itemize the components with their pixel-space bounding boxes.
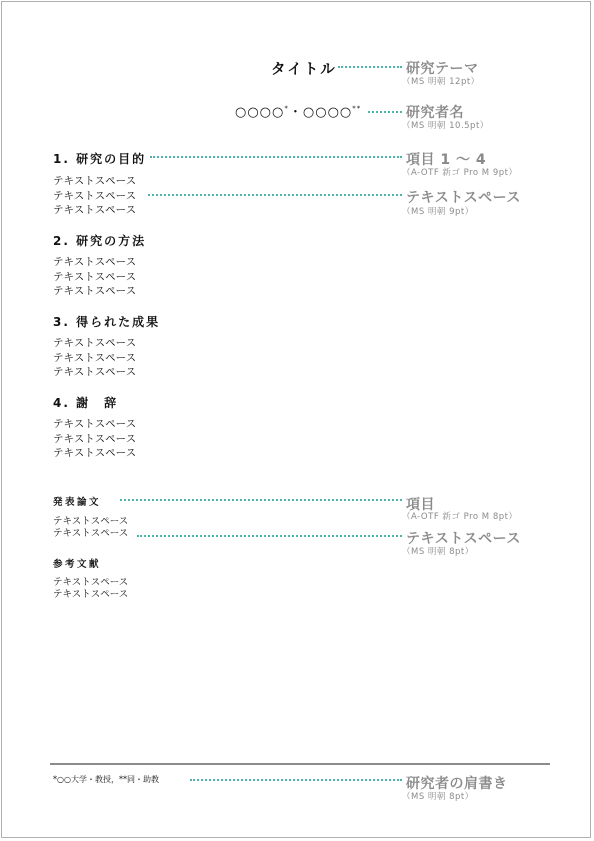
body-line: テキストスペース: [53, 204, 137, 216]
author-line: [235, 101, 361, 120]
note-pub-label: 項目: [406, 497, 435, 513]
body-line: テキストスペース: [53, 337, 137, 349]
note-text-spec: （MS 明朝 9pt）: [402, 207, 474, 217]
note-text-label: テキストスペース: [406, 190, 521, 206]
section-heading-2: 2. 研究の方法: [53, 234, 147, 248]
references-body: [53, 577, 128, 601]
body-line: テキストスペース: [53, 285, 137, 297]
leader-line-authors: [368, 111, 402, 113]
body-line: テキストスペース: [53, 351, 137, 364]
author-2-mark: **: [352, 104, 362, 113]
author-separator: ・: [288, 105, 303, 120]
section-body-4: [53, 417, 136, 461]
note-author-spec: （MS 明朝 10.5pt）: [402, 121, 489, 131]
author-2: ○○○○: [302, 105, 353, 120]
note-title-label: 研究テーマ: [406, 61, 479, 77]
note-author-label: 研究者名: [406, 105, 464, 121]
body-line: テキストスペース: [53, 432, 137, 445]
references-heading: 参考文献: [53, 559, 102, 570]
body-line: テキストスペース: [53, 528, 129, 539]
section-heading-4: 4. 謝 辞: [53, 396, 119, 410]
body-line: テキストスペース: [53, 175, 137, 187]
section-body-1: [53, 174, 136, 218]
body-line: テキストスペース: [53, 516, 129, 527]
body-line: テキストスペース: [53, 256, 137, 268]
leader-line-pub-heading: [120, 499, 402, 501]
note-pub-text-spec: （MS 明朝 8pt）: [402, 547, 474, 557]
body-line: テキストスペース: [53, 270, 137, 283]
leader-line-pub-text: [137, 535, 402, 537]
body-line: テキストスペース: [53, 447, 137, 459]
section-heading-1: 1. 研究の目的: [53, 152, 147, 166]
document-title: タイトル: [271, 62, 337, 78]
leader-line-title: [338, 66, 402, 68]
footnote: *○○大学・教授，**同・助教: [53, 775, 159, 784]
section-body-3: [53, 336, 136, 380]
body-line: テキストスペース: [53, 366, 137, 378]
section-heading-3: 3. 得られた成果: [53, 315, 161, 329]
body-line: テキストスペース: [53, 189, 137, 202]
note-item-label: 項目 1 〜 4: [406, 152, 487, 168]
body-line: テキストスペース: [53, 577, 129, 588]
publications-heading: 発表論文: [53, 497, 102, 508]
note-title-spec: （MS 明朝 12pt）: [402, 77, 480, 87]
publications-body: [53, 516, 128, 540]
leader-line-heading: [150, 156, 402, 158]
leader-line-text: [148, 194, 402, 196]
note-pub-text-label: テキストスペース: [406, 531, 521, 547]
body-line: テキストスペース: [53, 589, 129, 600]
body-line: テキストスペース: [53, 418, 137, 430]
leader-line-footnote: [190, 779, 402, 781]
note-item-spec: （A-OTF 新ゴ Pro M 9pt）: [402, 168, 518, 178]
note-footer-spec: （MS 明朝 8pt）: [402, 792, 474, 802]
note-pub-spec: （A-OTF 新ゴ Pro M 8pt）: [402, 512, 518, 522]
footer-rule: [50, 763, 550, 765]
note-footer-label: 研究者の肩書き: [406, 776, 508, 792]
author-1: ○○○○: [235, 105, 285, 120]
section-body-2: [53, 255, 136, 299]
author-1-mark: *: [284, 104, 289, 113]
